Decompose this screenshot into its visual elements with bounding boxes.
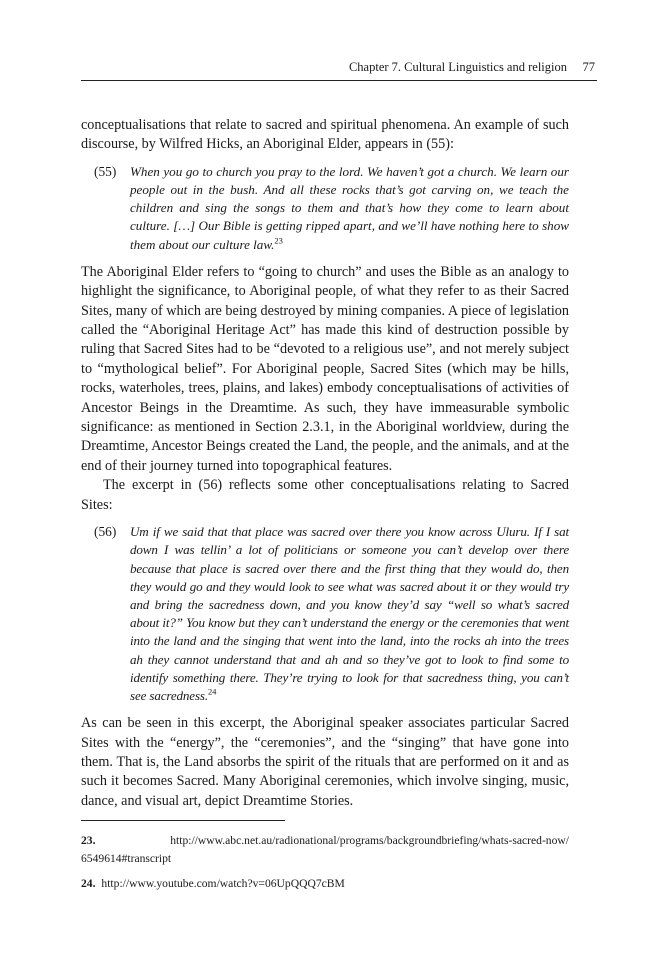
footnote-ref-24[interactable]: 24	[208, 686, 217, 697]
footnote-link[interactable]: http://www.abc.net.au/radionational/programs/backgroundbriefing/whats-sacred-now/ 6549614#transcript	[81, 834, 569, 865]
footnote-link[interactable]: http://www.youtube.com/watch?v=06UpQQQ7cBM	[101, 877, 345, 891]
footnote-ref-23[interactable]: 23	[274, 235, 283, 246]
example-quote: When you go to church you pray to the lord. We haven’t got a church. We learn our people out in the bush. And all these rocks that’s got carving on, we teach the children and sing the songs to them and that’s how they come to learn about culture. […] Our Bible is getting ripped apart, and we’ll have nothing here to show them about our culture law.	[130, 163, 569, 252]
page-body	[81, 116, 569, 901]
footnote-number: 23.	[81, 834, 96, 848]
example-55	[81, 163, 569, 254]
running-header	[81, 58, 597, 81]
chapter-title: Chapter 7. Cultural Linguistics and religion	[348, 60, 567, 74]
page-number: 77	[582, 60, 595, 74]
example-56	[81, 523, 569, 705]
paragraph-conclusion: As can be seen in this excerpt, the Aboriginal speaker associates particular Sacred Sites with the “energy”, the “ceremonies”, and the “singing” that have gone into them. That is, the Land absorbs the spirit of the rituals that are performed on it and as such it becomes Sacred. Many Aboriginal ceremonies, which involve singing, music, dance, and visual art, depict Dreamtime Stories.	[81, 715, 569, 809]
example-quote: Um if we said that that place was sacred over there you know across Uluru. If I sat down I was tellin’ a lot of politicians or someone you can’t develop over there because that place is sacred over there and the first thing that they would do, then they would go and they would look to see what was sacred about it or they would try and bring the sacredness down, and you know they’d say “well so what’s sacred about it?” You know but they can’t understand the energy or the ceremonies that went into the land and the singing that went into the land, into the rocks ah into the trees ah they cannot understand that and ah and so they’ve got to look to find some to identify something there. They’re trying to look for that sacredness thing, you can’t see sacredness.	[130, 524, 569, 703]
paragraph-intro: conceptualisations that relate to sacred and spiritual phenomena. An example of such discourse, by Wilfred Hicks, an Aboriginal Elder, appears in (55):	[81, 117, 569, 153]
paragraph-aboriginal-elder: The Aboriginal Elder refers to “going to church” and uses the Bible as an analogy to highlight the significance, to Aboriginal people, of what they refer to as their Sacred Sites, many of which are being destroyed by mining companies. A piece of legislation called the “Aboriginal Heritage Act” has made this kind of destruction possible by ruling that Sacred Sites had to be “devoted to a religious use”, and not merely subject to “mythological belief”. For Aboriginal people, Sacred Sites (which may be hills, rocks, waterholes, trees, plains, and lakes) embody conceptualisations of activities of Ancestor Beings in the Dreamtime. As such, they have immeasurable symbolic significance: as mentioned in Section 2.3.1, in the Aboriginal worldview, during the Dreamtime, Ancestor Beings created the Land, the people, and the animals, and at the end of their journey turned into topographical features.	[81, 263, 569, 474]
example-number: (56)	[94, 524, 117, 540]
example-text	[130, 523, 569, 705]
example-number: (55)	[94, 163, 117, 179]
footnote-23	[81, 832, 569, 867]
footnote-number: 24.	[81, 877, 96, 891]
paragraph-excerpt-intro: The excerpt in (56) reflects some other conceptualisations relating to Sacred Sites:	[81, 477, 569, 513]
footnote-divider	[81, 820, 285, 821]
footnote-24	[81, 875, 569, 893]
example-text	[130, 163, 569, 254]
